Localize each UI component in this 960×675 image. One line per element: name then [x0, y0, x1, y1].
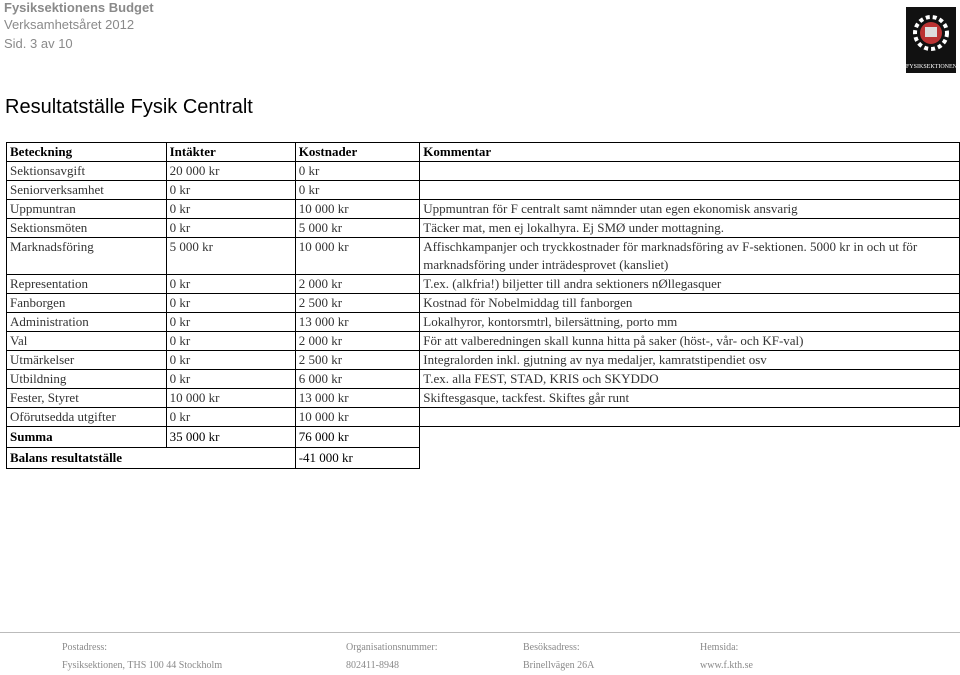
cell-beteckning: Uppmuntran	[7, 200, 167, 219]
budget-table	[6, 142, 960, 469]
table-row	[7, 370, 960, 389]
cell-kostnader: 6 000 kr	[295, 370, 420, 389]
document-header	[4, 0, 154, 54]
cell-kostnader: 2 500 kr	[295, 294, 420, 313]
cell-kommentar: T.ex. alla FEST, STAD, KRIS och SKYDDO	[420, 370, 960, 389]
cell-kommentar: Uppmuntran för F centralt samt nämnder utan egen ekonomisk ansvarig	[420, 200, 960, 219]
fysiksektionen-logo	[906, 7, 956, 73]
visit-label: Besöksadress:	[523, 642, 580, 653]
summa-row	[7, 427, 960, 448]
cell-beteckning: Fanborgen	[7, 294, 167, 313]
web-label: Hemsida:	[700, 642, 739, 653]
year-label: Verksamhetsåret 2012	[4, 17, 135, 32]
cell-intakter: 10 000 kr	[166, 389, 295, 408]
table-row	[7, 408, 960, 427]
cell-kommentar: T.ex. (alkfria!) biljetter till andra sektioners nØllegasquer	[420, 275, 960, 294]
orgnr-value: 802411-8948	[346, 660, 399, 671]
cell-beteckning: Utmärkelser	[7, 351, 167, 370]
cell-kostnader: 13 000 kr	[295, 389, 420, 408]
cell-kostnader: 0 kr	[295, 181, 420, 200]
footer-postal	[62, 639, 222, 675]
visit-value: Brinellvägen 26A	[523, 660, 595, 671]
cell-kommentar: Skiftesgasque, tackfest. Skiftes går runt	[420, 389, 960, 408]
table-row	[7, 275, 960, 294]
header-beteckning: Beteckning	[7, 143, 167, 162]
cell-intakter: 0 kr	[166, 219, 295, 238]
cell-kommentar: Kostnad för Nobelmiddag till fanborgen	[420, 294, 960, 313]
cell-kommentar: Integralorden inkl. gjutning av nya medaljer, kamratstipendiet osv	[420, 351, 960, 370]
header-intakter: Intäkter	[166, 143, 295, 162]
cell-beteckning: Oförutsedda utgifter	[7, 408, 167, 427]
cell-kommentar: Lokalhyror, kontorsmtrl, bilersättning, porto mm	[420, 313, 960, 332]
cell-intakter: 0 kr	[166, 351, 295, 370]
page-title: Resultatställe Fysik Centralt	[5, 96, 253, 118]
cell-intakter: 0 kr	[166, 294, 295, 313]
document-footer	[0, 632, 960, 673]
postal-label: Postadress:	[62, 642, 107, 653]
footer-web	[700, 639, 753, 675]
table-row	[7, 219, 960, 238]
cell-kostnader: 10 000 kr	[295, 200, 420, 219]
cell-kommentar	[420, 408, 960, 427]
cell-intakter: 0 kr	[166, 181, 295, 200]
balans-value: -41 000 kr	[295, 448, 420, 469]
cell-beteckning: Val	[7, 332, 167, 351]
cell-kostnader: 2 500 kr	[295, 351, 420, 370]
footer-orgnr	[346, 639, 437, 675]
cell-beteckning: Sektionsmöten	[7, 219, 167, 238]
cell-beteckning: Representation	[7, 275, 167, 294]
cell-beteckning: Marknadsföring	[7, 238, 167, 275]
table-row	[7, 389, 960, 408]
org-title: Fysiksektionens Budget	[4, 0, 154, 15]
cell-intakter: 0 kr	[166, 408, 295, 427]
header-kostnader: Kostnader	[295, 143, 420, 162]
cell-kostnader: 13 000 kr	[295, 313, 420, 332]
table-row	[7, 351, 960, 370]
cell-beteckning: Administration	[7, 313, 167, 332]
table-row	[7, 200, 960, 219]
balans-row	[7, 448, 960, 469]
table-row	[7, 332, 960, 351]
cell-kostnader: 2 000 kr	[295, 332, 420, 351]
cell-kommentar: För att valberedningen skall kunna hitta på saker (höst-, vår- och KF-val)	[420, 332, 960, 351]
table-row	[7, 294, 960, 313]
cell-beteckning: Utbildning	[7, 370, 167, 389]
cell-kostnader: 2 000 kr	[295, 275, 420, 294]
cell-intakter: 20 000 kr	[166, 162, 295, 181]
cell-kommentar: Täcker mat, men ej lokalhyra. Ej SMØ under mottagning.	[420, 219, 960, 238]
cell-kostnader: 0 kr	[295, 162, 420, 181]
header-kommentar: Kommentar	[420, 143, 960, 162]
cell-kommentar	[420, 181, 960, 200]
gear-emblem-icon	[906, 7, 956, 57]
cell-intakter: 0 kr	[166, 200, 295, 219]
cell-intakter: 0 kr	[166, 332, 295, 351]
cell-kostnader: 10 000 kr	[295, 408, 420, 427]
summa-cost: 76 000 kr	[295, 427, 420, 448]
summa-income: 35 000 kr	[166, 427, 295, 448]
cell-intakter: 5 000 kr	[166, 238, 295, 275]
summa-label: Summa	[7, 427, 167, 448]
cell-kommentar	[420, 162, 960, 181]
cell-kostnader: 5 000 kr	[295, 219, 420, 238]
cell-intakter: 0 kr	[166, 275, 295, 294]
cell-kostnader: 10 000 kr	[295, 238, 420, 275]
cell-beteckning: Sektionsavgift	[7, 162, 167, 181]
cell-beteckning: Seniorverksamhet	[7, 181, 167, 200]
cell-intakter: 0 kr	[166, 313, 295, 332]
logo-text: FYSIKSEKTIONEN	[906, 64, 957, 70]
footer-visit	[523, 639, 594, 675]
table-row	[7, 181, 960, 200]
table-header-row	[7, 143, 960, 162]
orgnr-label: Organisationsnummer:	[346, 642, 438, 653]
cell-beteckning: Fester, Styret	[7, 389, 167, 408]
table-row	[7, 238, 960, 275]
postal-value: Fysiksektionen, THS 100 44 Stockholm	[62, 660, 223, 671]
web-value: www.f.kth.se	[700, 660, 753, 671]
table-row	[7, 162, 960, 181]
table-row	[7, 313, 960, 332]
balans-label: Balans resultatställe	[7, 448, 296, 469]
cell-intakter: 0 kr	[166, 370, 295, 389]
page-number: Sid. 3 av 10	[4, 36, 73, 51]
cell-kommentar: Affischkampanjer och tryckkostnader för marknadsföring av F-sektionen. 5000 kr in och ut för marknadsföring under inträdesprovet (kansliet)	[420, 238, 960, 275]
